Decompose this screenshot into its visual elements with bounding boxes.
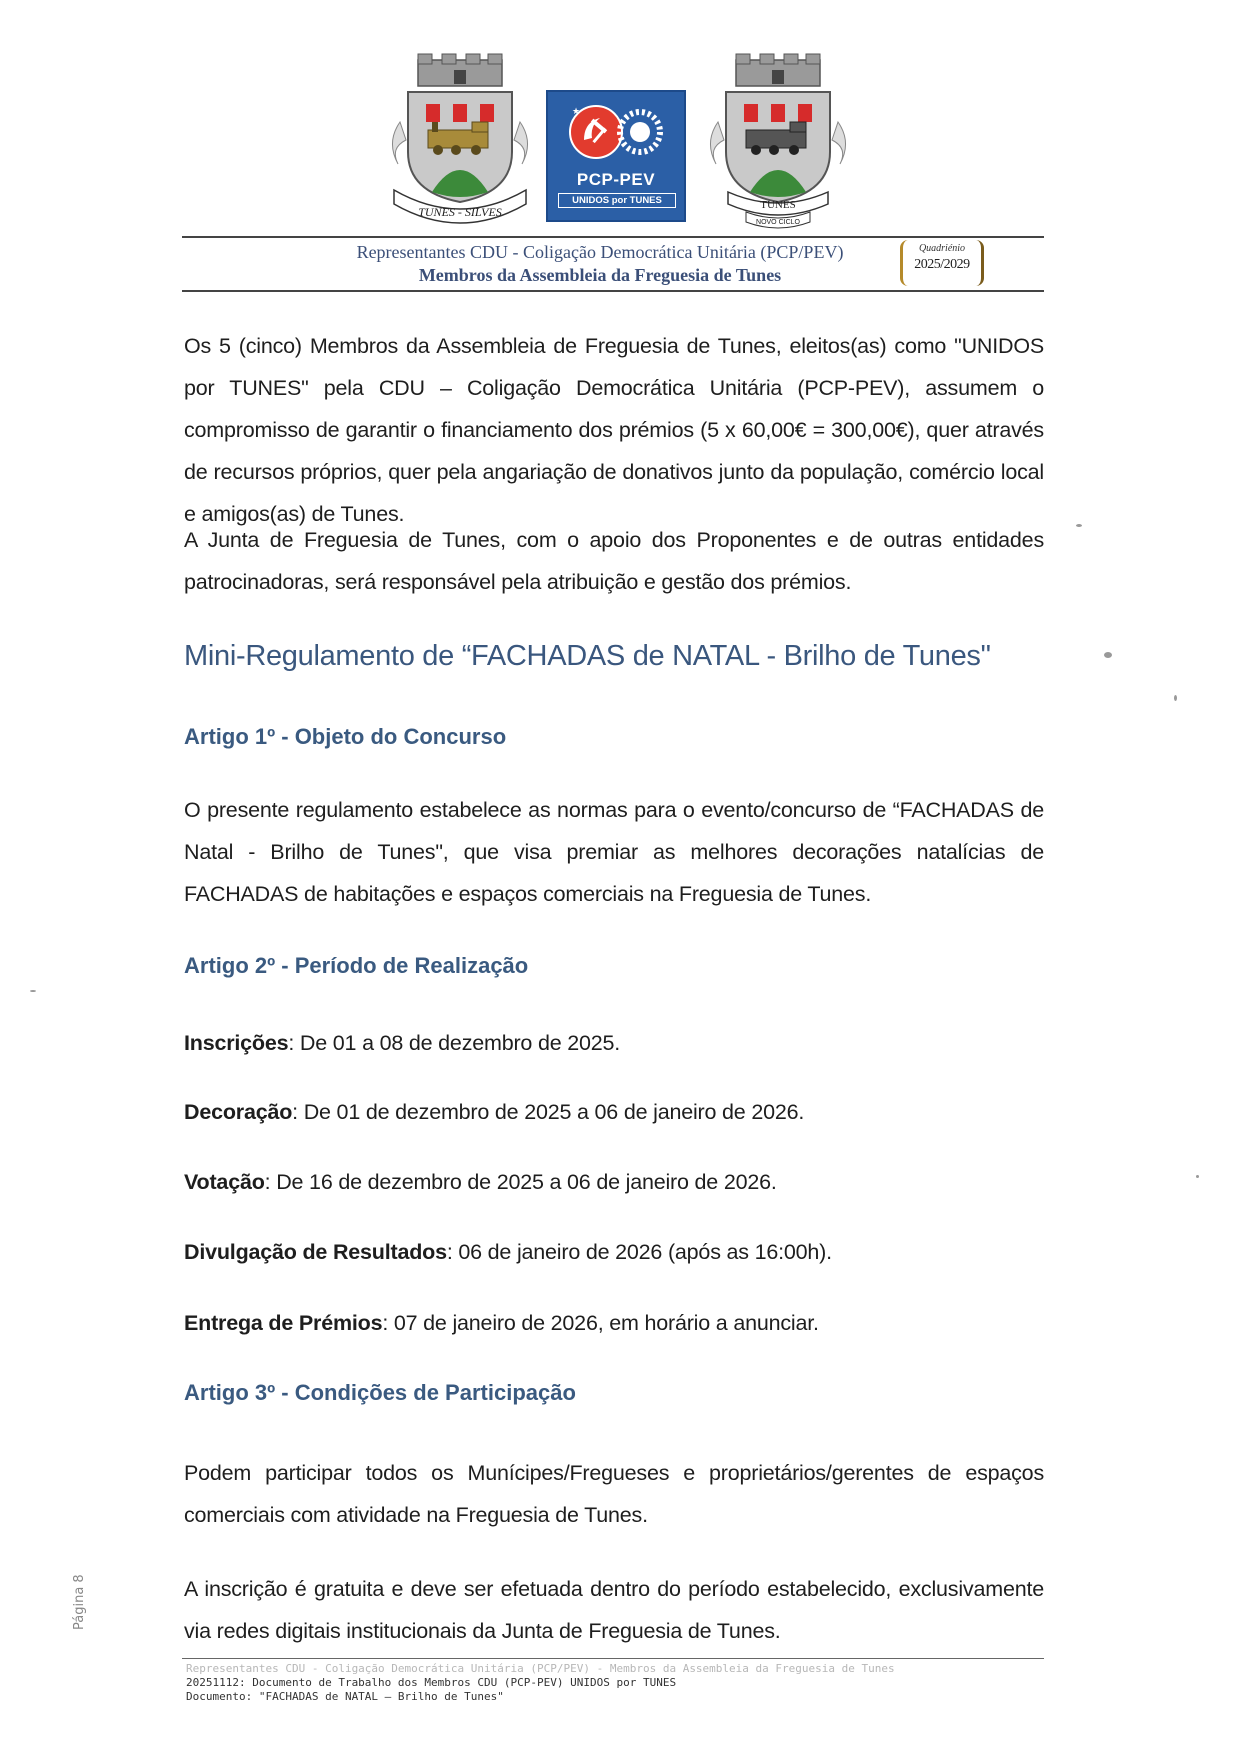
tunes-silves-crest-icon <box>380 52 540 232</box>
party-name: PCP-PEV <box>576 170 656 189</box>
date-value: : De 01 a 08 de dezembro de 2025. <box>288 1031 621 1055</box>
date-decoration <box>184 1100 1044 1125</box>
quad-years: 2025/2029 <box>914 257 970 272</box>
header-top-rule <box>182 236 1044 238</box>
party-subtitle: UNIDOS por TUNES <box>558 193 676 208</box>
footer-line1: Representantes CDU - Coligação Democrática Unitária (PCP/PEV) - Membros da Assembleia da Freguesia de Tunes <box>186 1662 895 1675</box>
right-crest-subribbon-text: NOVO CICLO <box>756 219 800 226</box>
footer-line2: 20251112: Documento de Trabalho dos Membros CDU (PCP-PEV) UNIDOS por TUNES <box>186 1676 677 1689</box>
article2-title: Artigo 2º - Período de Realização <box>184 953 529 978</box>
quad-label: Quadriénio <box>918 243 966 254</box>
article3-heading-block <box>184 1380 1044 1406</box>
scan-speck <box>1104 652 1112 658</box>
header-bottom-rule <box>182 290 1044 292</box>
article1-body <box>184 789 1044 915</box>
date-value: : De 01 de dezembro de 2025 a 06 de janeiro de 2026. <box>292 1100 805 1124</box>
quadrennium-badge <box>900 240 984 286</box>
scan-speck <box>1076 524 1082 527</box>
date-registration <box>184 1031 1044 1056</box>
hammer-sickle-sunflower-icon <box>562 100 670 164</box>
article1-title: Artigo 1º - Objeto do Concurso <box>184 724 507 749</box>
date-value: : De 16 de dezembro de 2025 a 06 de janeiro de 2026. <box>264 1170 777 1194</box>
footer-rule <box>182 1658 1044 1659</box>
date-value: : 06 de janeiro de 2026 (após as 16:00h). <box>446 1240 832 1264</box>
date-value: : 07 de janeiro de 2026, em horário a anunciar. <box>382 1311 819 1335</box>
right-crest-ribbon-text: TUNES <box>760 199 796 211</box>
scan-speck <box>1196 1175 1199 1178</box>
left-crest-ribbon-text: TUNES - SILVES <box>418 205 502 219</box>
date-label: Entrega de Prémios <box>184 1311 383 1335</box>
date-voting <box>184 1170 1044 1195</box>
header-line1: Representantes CDU - Coligação Democrática Unitária (PCP/PEV) <box>356 242 844 262</box>
article3-title: Artigo 3º - Condições de Participação <box>184 1380 576 1405</box>
article1-text: O presente regulamento estabelece as normas para o evento/concurso de “FACHADAS de Natal - Brilho de Tunes", que visa premiar as melhores decorações natalícias de FACHADAS de habitações e espaços comerciais na Freguesia de Tunes. <box>184 798 1044 906</box>
regulation-title-block <box>184 640 1044 673</box>
tunes-crest-icon <box>698 52 858 232</box>
date-awards <box>184 1311 1044 1336</box>
pcp-pev-logo <box>546 90 686 222</box>
date-label: Votação <box>184 1170 265 1194</box>
date-label: Inscrições <box>184 1031 289 1055</box>
article3-body-1 <box>184 1452 1044 1536</box>
page-number: Página 8 <box>72 1574 87 1630</box>
scan-speck <box>30 990 36 992</box>
article1-heading-block <box>184 724 1044 750</box>
article2-heading-block <box>184 953 1044 979</box>
footer <box>186 1662 1046 1704</box>
header-logos <box>380 52 1060 237</box>
header-text <box>300 242 900 286</box>
regulation-title: Mini-Regulamento de “FACHADAS de NATAL - Brilho de Tunes" <box>184 640 991 672</box>
header-line2: Membros da Assembleia da Freguesia de Tunes <box>418 265 782 285</box>
footer-line3: Documento: "FACHADAS de NATAL – Brilho de Tunes" <box>186 1690 504 1703</box>
intro-p2: A Junta de Freguesia de Tunes, com o apoio dos Proponentes e de outras entidades patrocinadoras, será responsável pela atribuição e gestão dos prémios. <box>184 528 1044 594</box>
article3-p1: Podem participar todos os Munícipes/Fregueses e proprietários/gerentes de espaços comerciais com atividade na Freguesia de Tunes. <box>184 1461 1044 1527</box>
scan-speck <box>1174 695 1177 701</box>
article3-body-2 <box>184 1568 1044 1652</box>
date-label: Decoração <box>184 1100 293 1124</box>
date-label: Divulgação de Resultados <box>184 1240 447 1264</box>
date-results <box>184 1240 1044 1265</box>
intro-p1: Os 5 (cinco) Membros da Assembleia de Freguesia de Tunes, eleitos(as) como "UNIDOS por TUNES" pela CDU – Coligação Democrática Unitária (PCP-PEV), assumem o compromisso de garantir o financiamento dos prémios (5 x 60,00€ = 300,00€), quer através de recursos próprios, quer pela angariação de donativos junto da população, comércio local e amigos(as) de Tunes. <box>184 334 1044 526</box>
intro-paragraph-2 <box>184 519 1044 603</box>
svg-text:★: ★ <box>572 106 581 116</box>
intro-paragraph-1 <box>184 325 1044 535</box>
article3-p2: A inscrição é gratuita e deve ser efetuada dentro do período estabelecido, exclusivamente via redes digitais institucionais da Junta de Freguesia de Tunes. <box>184 1577 1044 1643</box>
